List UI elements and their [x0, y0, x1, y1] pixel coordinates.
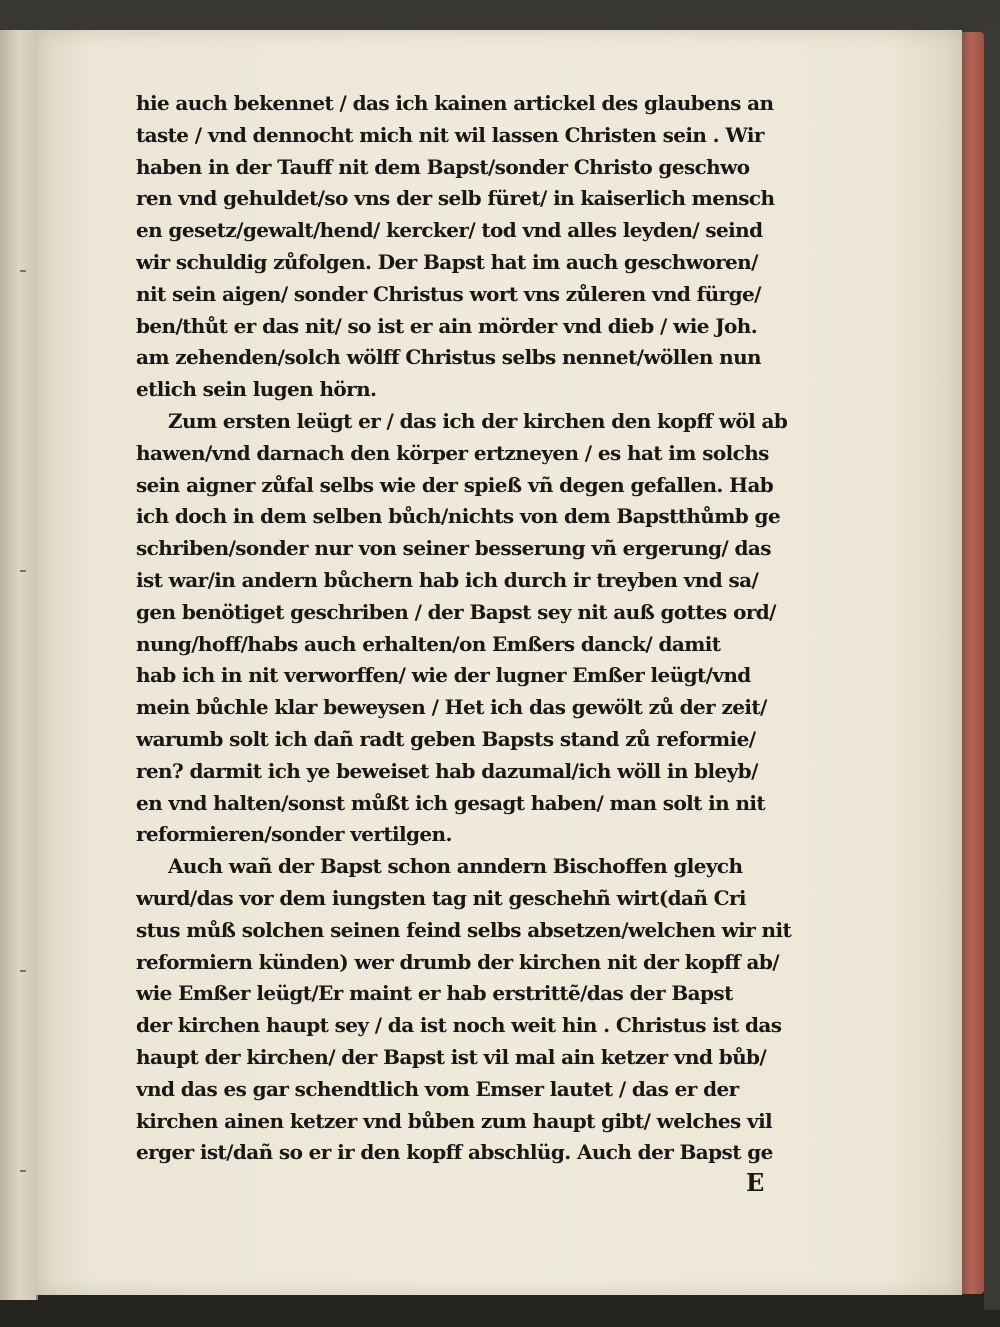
text-line: wie Emßer leügt/Er maint er hab erstrittẽ/das der Bapst	[136, 981, 733, 1006]
text-line: hie auch bekennet / das ich kainen artickel des glaubens an	[136, 91, 774, 115]
text-line: hab ich in nit verworffen/ wie der lugner Emßer leügt/vnd	[136, 663, 751, 688]
text-line: en gesetz/gewalt/hend/ kercker/ tod vnd alles leyden/ seind	[136, 218, 763, 243]
text-line: etlich sein lugen hörn.	[136, 377, 377, 402]
page-text	[136, 88, 856, 1169]
text-line: gen benötiget geschriben / der Bapst sey nit auß gottes ord/	[136, 599, 776, 624]
margin-mark	[20, 1170, 26, 1172]
book-cover-edge	[984, 20, 1000, 1310]
book-page	[36, 30, 962, 1295]
text-line: haupt der kirchen/ der Bapst ist vil mal ain ketzer vnd bůb/	[136, 1044, 767, 1069]
text-line: reformiern künden) wer drumb der kirchen nit der kopff ab/	[136, 949, 779, 974]
text-line: ren? darmit ich ye beweiset hab dazumal/ich wöll in bleyb/	[136, 758, 758, 783]
text-line: sein aigner zůfal selbs wie der spieß vñ degen gefallen. Hab	[136, 472, 774, 497]
margin-mark	[20, 270, 26, 272]
left-page-edge	[0, 30, 38, 1300]
text-line: kirchen ainen ketzer vnd bůben zum haupt gibt/ welches vil	[136, 1108, 773, 1133]
text-line: reformieren/sonder vertilgen.	[136, 822, 452, 847]
text-line: der kirchen haupt sey / da ist noch weit hin . Christus ist das	[136, 1013, 782, 1038]
paragraph-start-line: Zum ersten leügt er / das ich der kirchen den kopff wöl ab	[168, 408, 788, 433]
text-line: nit sein aigen/ sonder Christus wort vns zůleren vnd fürge/	[136, 281, 761, 306]
text-line: schriben/sonder nur von seiner besserung vñ ergerung/ das	[136, 536, 771, 561]
text-line: warumb solt ich dañ radt geben Bapsts stand zů reformie/	[136, 726, 756, 751]
text-line: haben in der Tauff nit dem Bapst/sonder Christo geschwo	[136, 154, 750, 179]
text-line: ich doch in dem selben bůch/nichts von dem Bapstthůmb ge	[136, 504, 781, 529]
signature-mark: E	[746, 1168, 765, 1197]
text-line: erger ist/dañ so er ir den kopff abschlüg. Auch der Bapst ge	[136, 1140, 773, 1165]
text-line: nung/hoff/habs auch erhalten/on Emßers danck/ damit	[136, 631, 721, 656]
text-line: ben/thůt er das nit/ so ist er ain mörder vnd dieb / wie Joh.	[136, 313, 758, 338]
text-line: stus můß solchen seinen feind selbs absetzen/welchen wir nit	[136, 917, 792, 942]
text-line: ren vnd gehuldet/so vns der selb füret/ in kaiserlich mensch	[136, 186, 775, 211]
text-line: vnd das es gar schendtlich vom Emser lautet / das er der	[136, 1076, 739, 1101]
text-line: en vnd halten/sonst můßt ich gesagt haben/ man solt in nit	[136, 790, 766, 815]
text-line: wurd/das vor dem iungsten tag nit geschehñ wirt(dañ Cri	[136, 885, 746, 910]
margin-mark	[20, 970, 26, 972]
paragraph-start-line: Auch wañ der Bapst schon anndern Bischoffen gleych	[168, 854, 743, 879]
text-line: hawen/vnd darnach den körper ertzneyen / es hat im solchs	[136, 440, 769, 465]
margin-mark	[20, 570, 26, 572]
red-board-edge	[960, 32, 984, 1294]
text-line: taste / vnd dennocht mich nit wil lassen Christen sein . Wir	[136, 122, 764, 147]
text-line: ist war/in andern bůchern hab ich durch ir treyben vnd sa/	[136, 567, 759, 592]
text-line: wir schuldig zůfolgen. Der Bapst hat im auch geschworen/	[136, 249, 758, 274]
text-line: mein bůchle klar beweysen / Het ich das gewölt zů der zeit/	[136, 695, 767, 720]
text-line: am zehenden/solch wölff Christus selbs nennet/wöllen nun	[136, 345, 761, 370]
